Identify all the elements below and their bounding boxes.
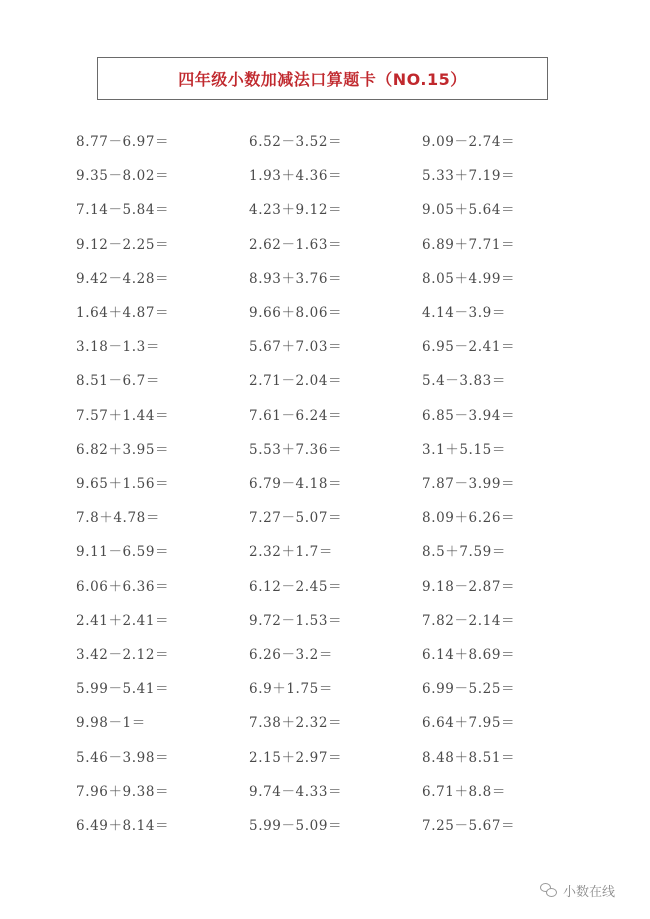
- problem-item: 1.64＋4.87＝: [76, 305, 170, 321]
- problem-item: 7.38＋2.32＝: [249, 715, 343, 732]
- watermark-text: 小数在线: [563, 884, 616, 900]
- problem-item: 7.61－6.24＝: [249, 407, 343, 424]
- page-title: 四年级小数加减法口算题卡（NO.15）: [178, 70, 467, 89]
- problem-item: 6.9＋1.75＝: [249, 681, 333, 698]
- problem-item: 9.11－6.59＝: [76, 544, 170, 561]
- problem-item: 8.09＋6.26＝: [422, 510, 516, 527]
- problem-item: 9.66＋8.06＝: [249, 305, 343, 321]
- problem-item: 9.35－8.02＝: [76, 168, 170, 185]
- problem-item: 8.5＋7.59＝: [422, 544, 506, 561]
- problem-item: 6.89＋7.71＝: [422, 236, 516, 253]
- problem-item: 5.4－3.83＝: [422, 373, 506, 390]
- problem-item: 9.05＋5.64＝: [422, 202, 516, 219]
- problem-item: 6.12－2.45＝: [249, 578, 343, 595]
- problem-item: 4.14－3.9＝: [422, 305, 506, 321]
- wechat-icon: [540, 883, 558, 897]
- watermark: [540, 880, 615, 900]
- problem-item: 5.46－3.98＝: [76, 749, 170, 766]
- problem-item: 8.77－6.97＝: [76, 134, 170, 150]
- problem-item: 6.95－2.41＝: [422, 339, 516, 356]
- problem-item: 8.48＋8.51＝: [422, 749, 516, 766]
- problem-item: 4.23＋9.12＝: [249, 202, 343, 219]
- problem-item: 9.09－2.74＝: [422, 134, 516, 150]
- problem-item: 9.18－2.87＝: [422, 578, 516, 595]
- problem-item: 7.87－3.99＝: [422, 476, 516, 492]
- problem-item: 2.62－1.63＝: [249, 236, 343, 253]
- problem-item: 7.8＋4.78＝: [76, 510, 160, 527]
- problem-item: 6.79－4.18＝: [249, 476, 343, 492]
- problem-item: 6.06＋6.36＝: [76, 578, 170, 595]
- problem-item: 6.71＋8.8＝: [422, 783, 506, 800]
- problem-item: 7.14－5.84＝: [76, 202, 170, 219]
- problem-item: 5.53＋7.36＝: [249, 441, 343, 458]
- problem-item: 5.99－5.09＝: [249, 818, 343, 834]
- problem-item: 7.96＋9.38＝: [76, 783, 170, 800]
- problem-item: 5.67＋7.03＝: [249, 339, 343, 356]
- problem-item: 7.25－5.67＝: [422, 818, 516, 834]
- problem-item: 6.85－3.94＝: [422, 407, 516, 424]
- problem-item: 9.65＋1.56＝: [76, 476, 170, 492]
- problem-item: 2.41＋2.41＝: [76, 612, 170, 629]
- problem-item: 8.51－6.7＝: [76, 373, 160, 390]
- problem-item: 9.42－4.28＝: [76, 270, 170, 287]
- problem-item: 6.99－5.25＝: [422, 681, 516, 698]
- problem-item: 8.05＋4.99＝: [422, 270, 516, 287]
- problem-item: 6.82＋3.95＝: [76, 441, 170, 458]
- problem-item: 9.74－4.33＝: [249, 783, 343, 800]
- problem-item: 1.93＋4.36＝: [249, 168, 343, 185]
- problem-item: 7.57＋1.44＝: [76, 407, 170, 424]
- problem-item: 9.12－2.25＝: [76, 236, 170, 253]
- problem-item: 5.99－5.41＝: [76, 681, 170, 698]
- problem-item: 8.93＋3.76＝: [249, 270, 343, 287]
- problem-item: 2.32＋1.7＝: [249, 544, 333, 561]
- problem-item: 2.15＋2.97＝: [249, 749, 343, 766]
- problem-item: 6.64＋7.95＝: [422, 715, 516, 732]
- problem-item: 6.26－3.2＝: [249, 647, 333, 663]
- problem-item: 5.33＋7.19＝: [422, 168, 516, 185]
- problem-item: 3.18－1.3＝: [76, 339, 160, 356]
- problem-item: 6.52－3.52＝: [249, 134, 343, 150]
- problem-item: 2.71－2.04＝: [249, 373, 343, 390]
- problem-item: 6.14＋8.69＝: [422, 647, 516, 663]
- problem-item: 7.27－5.07＝: [249, 510, 343, 527]
- problem-item: 3.42－2.12＝: [76, 647, 170, 663]
- problem-item: 3.1＋5.15＝: [422, 441, 506, 458]
- problem-item: 9.72－1.53＝: [249, 612, 343, 629]
- problem-item: 9.98－1＝: [76, 715, 146, 732]
- problem-item: 6.49＋8.14＝: [76, 818, 170, 834]
- problem-item: 7.82－2.14＝: [422, 612, 516, 629]
